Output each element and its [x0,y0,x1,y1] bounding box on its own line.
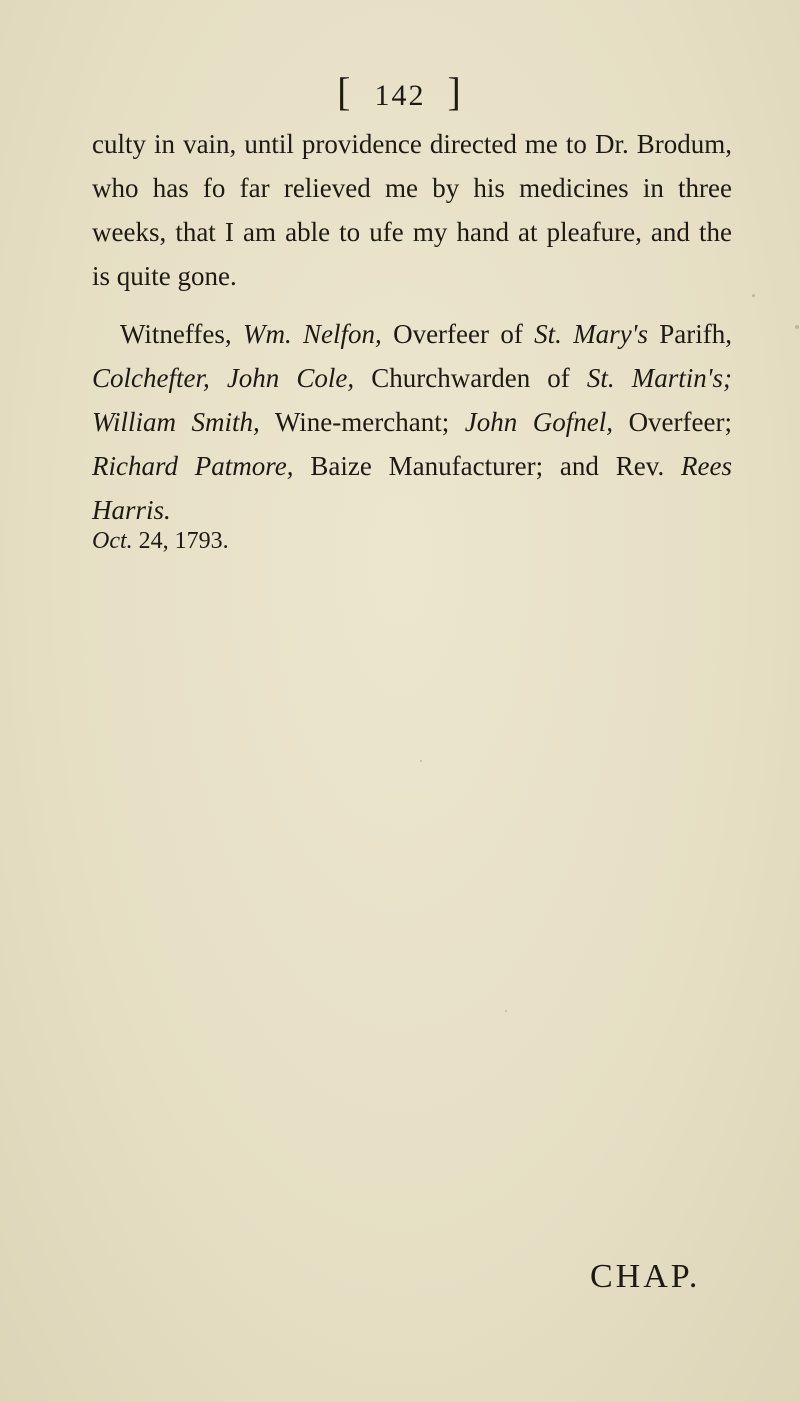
parish-name: St. Mary's [534,319,648,349]
parish-word: Parifh, [659,319,732,349]
town-name: Colchefter, [92,363,210,393]
witness-role: Overfeer of [393,319,523,349]
text-line: who has fo far relieved me by his medicines in three [92,173,732,203]
right-bracket: ] [447,69,463,114]
text-line [92,444,732,488]
paper-speck [505,1010,507,1012]
text-line: is quite gone. [92,261,237,291]
witness-name: Rees [681,451,733,481]
witness-role: Wine-merchant; [274,407,450,437]
witness-role: Overfeer; [628,407,732,437]
text-line: weeks, that I am able to ufe my hand at pleafure, and the [92,217,732,247]
witness-role: Churchwarden of [371,363,570,393]
page-number: 142 [374,79,426,112]
witness-name: John Gofnel, [464,407,614,437]
text-line [92,356,732,400]
witness-name: John Cole, [226,363,355,393]
parish-name: St. Martin's; [586,363,732,393]
paper-speck [795,325,799,329]
witnesses-paragraph [92,312,732,532]
text-line [92,400,732,444]
paper-speck [420,760,422,762]
text-line: culty in vain, until providence directed me to Dr. Brodum, [92,129,732,159]
testimonial-paragraph [92,122,732,298]
witness-name: Richard Patmore, [92,451,294,481]
date-line [92,528,229,555]
left-bracket: [ [337,69,353,114]
date-day-year: 24, 1793. [138,528,229,554]
catchword: CHAP. [590,1258,701,1295]
witness-role: Baize Manufacturer; and Rev. [310,451,665,481]
text-line [92,312,732,356]
witnesses-label: Witneffes, [120,319,232,349]
date-month: Oct. [92,528,133,554]
text-line: Harris. [92,495,171,525]
witness-name: William Smith, [92,407,260,437]
witness-name: Wm. Nelfon, [242,319,382,349]
paper-speck [752,294,755,297]
page-header [0,68,800,115]
